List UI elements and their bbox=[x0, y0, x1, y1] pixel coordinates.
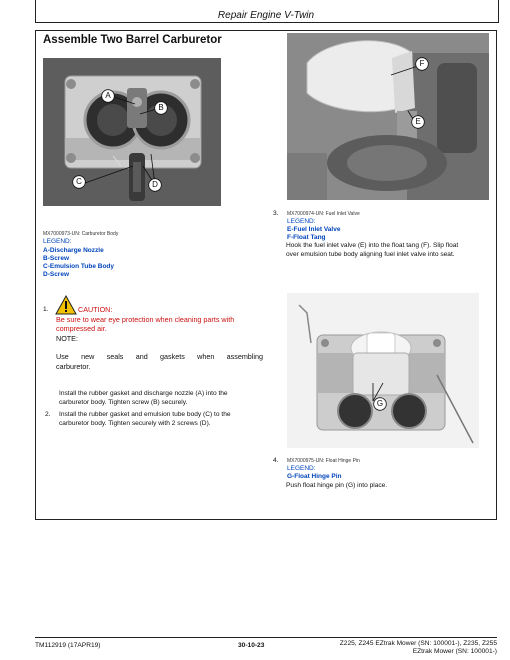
step3-number: 3. bbox=[273, 210, 279, 217]
legend-item-d: D-Screw bbox=[43, 271, 70, 278]
step3-text-line1: Hook the fuel inlet valve (E) into the float tang (F). Slip float bbox=[286, 242, 459, 249]
step2-number: 2. bbox=[45, 411, 51, 418]
callout-c: C bbox=[72, 175, 86, 189]
note-label: NOTE: bbox=[56, 334, 78, 343]
page-header-title: Repair Engine V-Twin bbox=[217, 10, 315, 21]
callout-d: D bbox=[148, 178, 162, 192]
figure1-legend-heading: LEGEND: bbox=[43, 238, 72, 245]
step4-number: 4. bbox=[273, 457, 279, 464]
caution-label: CAUTION: bbox=[78, 305, 113, 314]
figure3-legend-heading: LEGEND: bbox=[287, 465, 316, 472]
callout-f: F bbox=[415, 57, 429, 71]
legend-item-g: G-Float Hinge Pin bbox=[287, 473, 342, 480]
step1-text-line2: carburetor body. Tighten screw (B) securely. bbox=[59, 399, 188, 406]
footer-models-line1: Z225, Z245 EZtrak Mower (SN: 100001-), Z235, Z255 bbox=[339, 640, 497, 647]
legend-item-c: C-Emulsion Tube Body bbox=[43, 263, 115, 270]
warning-triangle-icon bbox=[55, 295, 77, 315]
callout-a: A bbox=[101, 89, 115, 103]
note-text-line2: carburetor. bbox=[56, 362, 91, 371]
step2-text-line2: carburetor body. Tighten securely with 2 screws (D). bbox=[59, 420, 211, 427]
figure1-caption: MX7000973-UN: Carburetor Body bbox=[43, 231, 119, 237]
footer-models-line2: EZtrak Mower (SN: 100001-) bbox=[412, 648, 497, 655]
step2-text-line1: Install the rubber gasket and emulsion tube body (C) to the bbox=[59, 411, 231, 418]
step1-text-line1: Install the rubber gasket and discharge nozzle (A) into the bbox=[59, 390, 228, 397]
callout-b: B bbox=[154, 101, 168, 115]
legend-item-f: F-Float Tang bbox=[287, 234, 326, 241]
footer-page-number: 30-10-23 bbox=[238, 642, 265, 649]
step3-text-line2: over emulsion tube body aligning fuel inlet valve into seat. bbox=[286, 251, 455, 258]
callout-e: E bbox=[411, 115, 425, 129]
caution-text-line1: Be sure to wear eye protection when cleaning parts with bbox=[56, 315, 235, 324]
figure3-callout-lines bbox=[287, 293, 479, 448]
footer-doc-id: TM112919 (17APR19) bbox=[35, 642, 101, 649]
caution-number: 1. bbox=[43, 306, 49, 313]
figure2-legend-heading: LEGEND: bbox=[287, 218, 316, 225]
figure3-caption: MX7000975-UN: Float Hinge Pin bbox=[287, 458, 360, 464]
note-text-line1: Use new seals and gaskets when assembling bbox=[56, 352, 263, 361]
section-title: Assemble Two Barrel Carburetor bbox=[43, 34, 222, 46]
figure1-callout-lines bbox=[43, 58, 221, 206]
footer-rule bbox=[35, 637, 497, 638]
callout-g: G bbox=[373, 397, 387, 411]
legend-item-a: A-Discharge Nozzle bbox=[43, 247, 104, 254]
figure2-caption: MX7000974-UN: Fuel Inlet Valve bbox=[287, 211, 360, 217]
step4-text: Push float hinge pin (G) into place. bbox=[286, 482, 388, 489]
caution-text-line2: compressed air. bbox=[56, 324, 107, 333]
legend-item-e: E-Fuel Inlet Valve bbox=[287, 226, 341, 233]
legend-item-b: B-Screw bbox=[43, 255, 70, 262]
figure2-callout-lines bbox=[287, 33, 489, 200]
